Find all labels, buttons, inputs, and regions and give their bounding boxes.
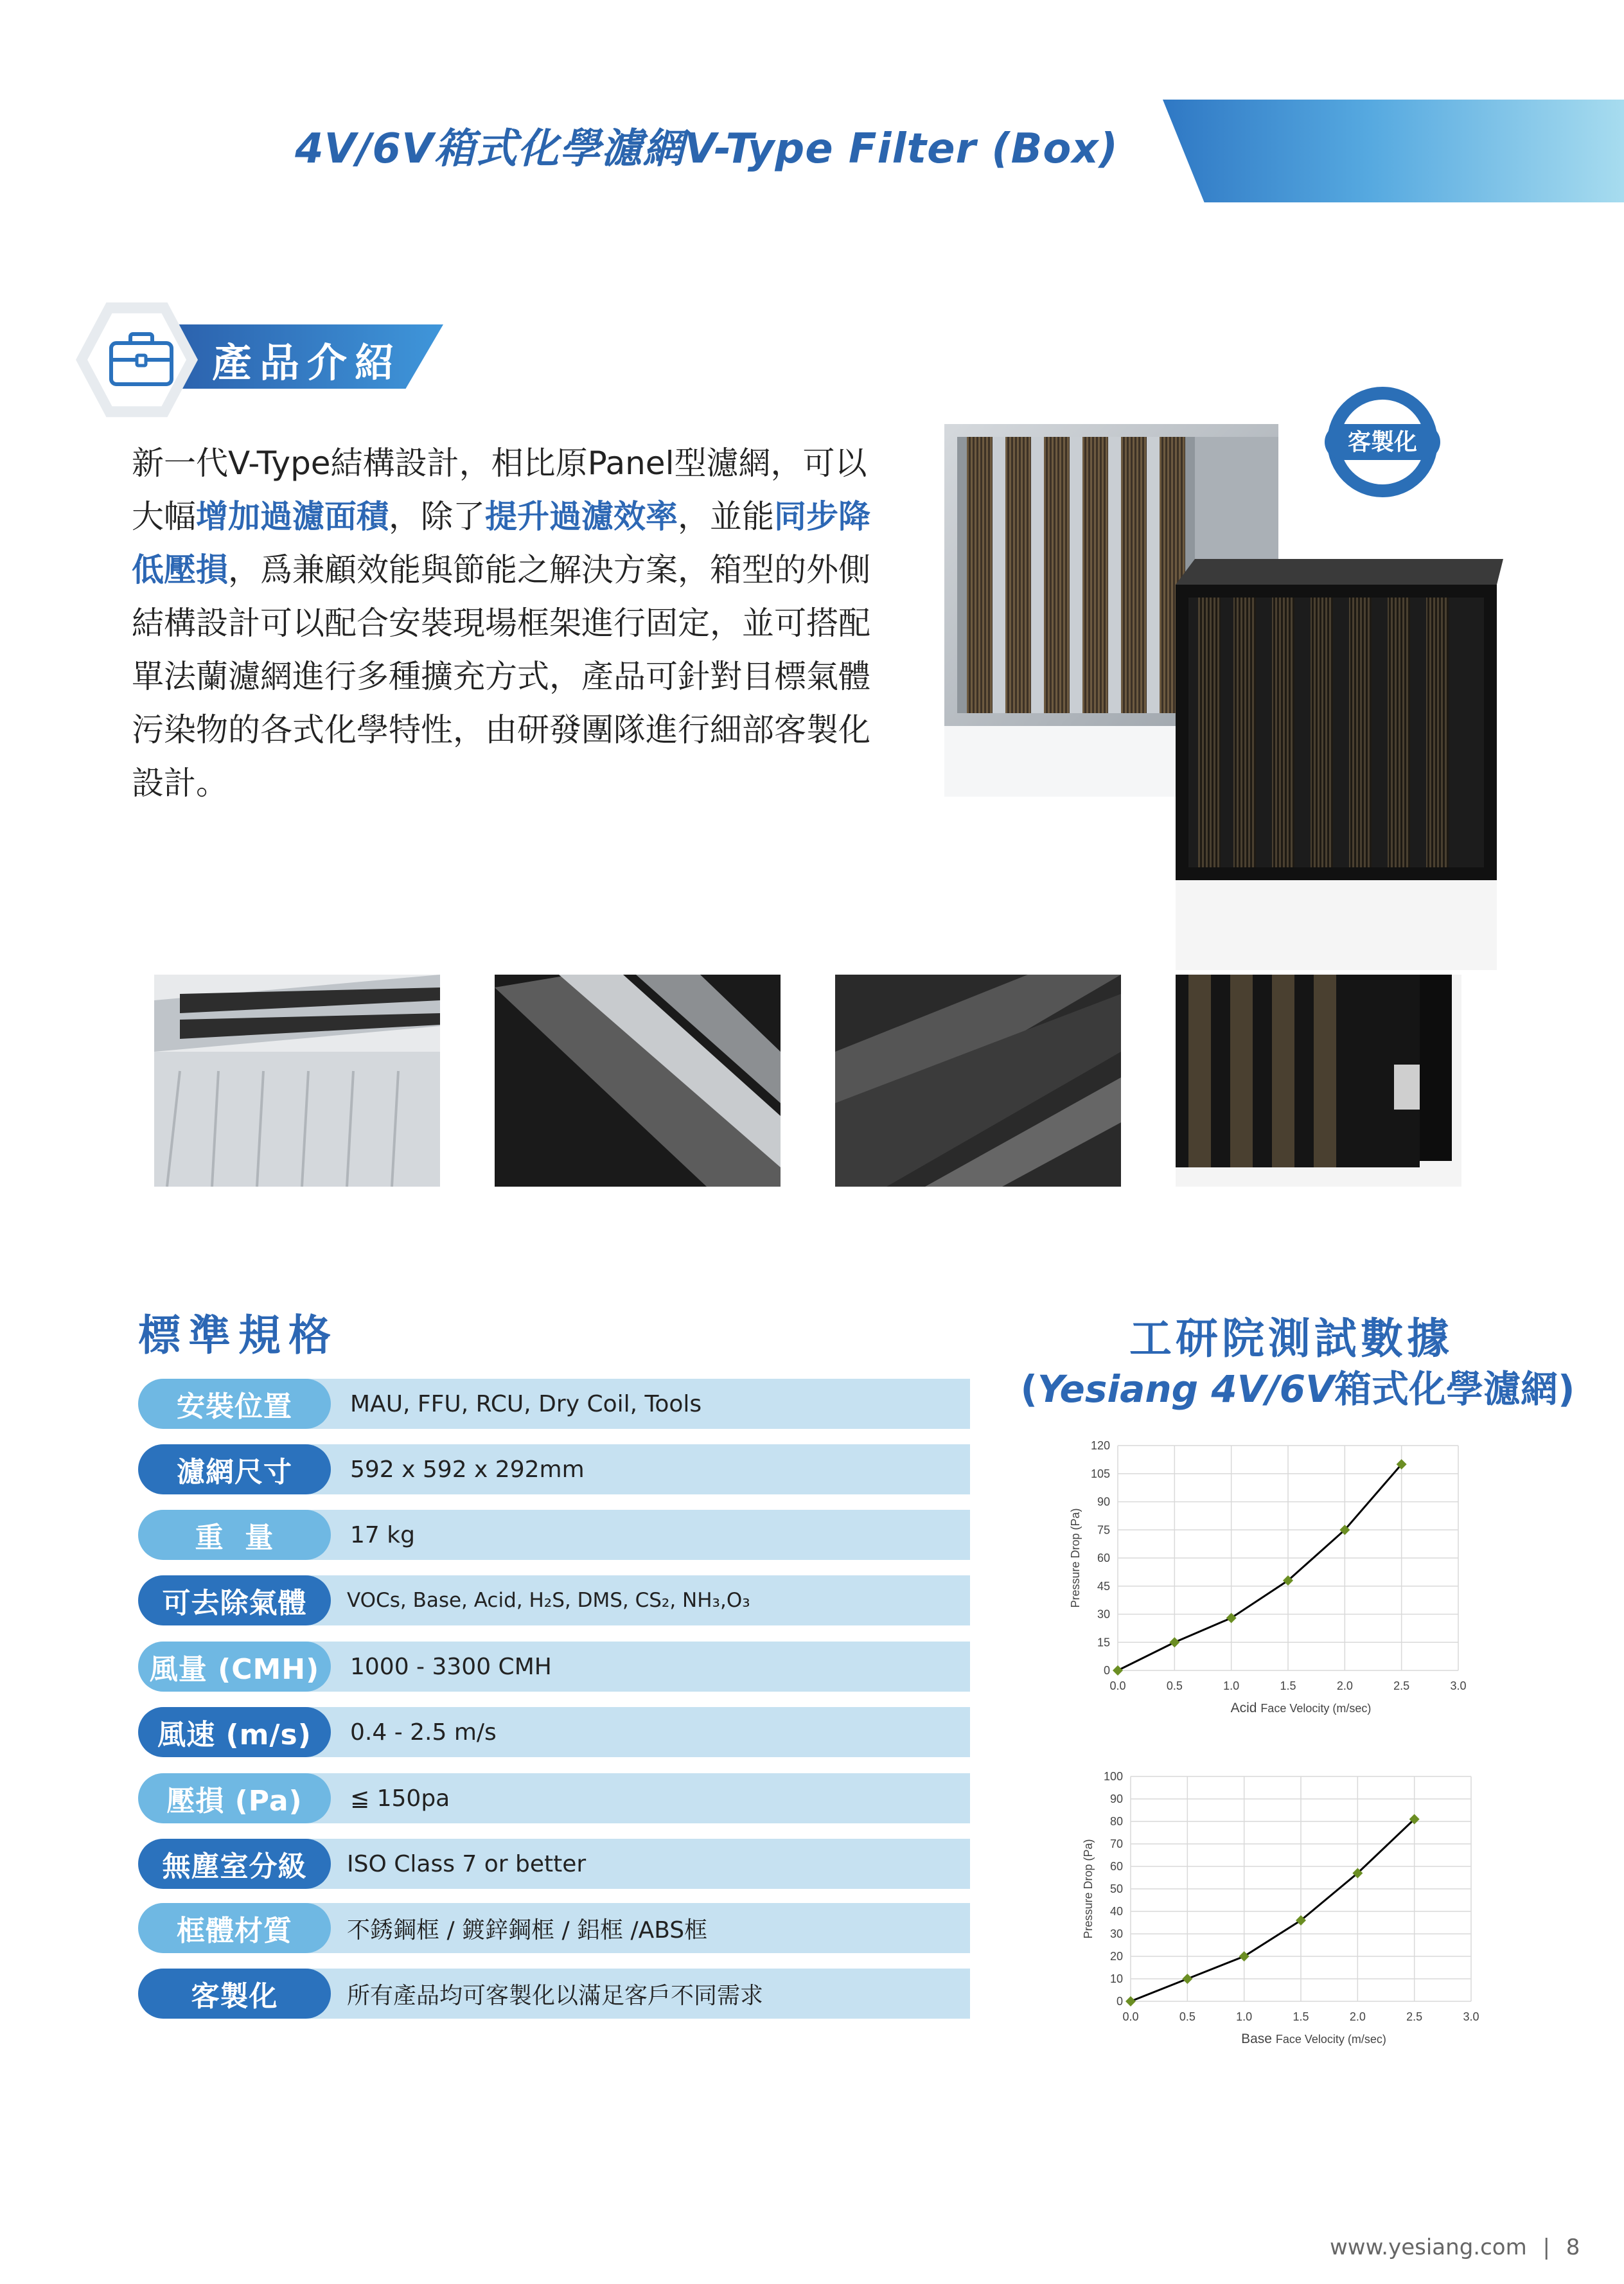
x-tick-label: 3.0 [1463, 2010, 1479, 2023]
detail-photo-1 [154, 975, 440, 1187]
x-axis-label: Face Velocity (m/sec) [1275, 2033, 1386, 2046]
spec-row [138, 1839, 970, 1889]
x-tick-label: 0.0 [1109, 1679, 1126, 1692]
briefcase-icon [106, 328, 177, 392]
spec-label: 框體材質 [138, 1903, 331, 1953]
spec-row [138, 1773, 970, 1823]
intro-paragraph [132, 437, 896, 810]
x-axis-prefix: Base [1241, 2032, 1276, 2046]
spec-row [138, 1379, 970, 1429]
intro-section-title: 產品介紹 [212, 339, 403, 386]
detail-photo-3 [835, 975, 1121, 1187]
y-tick-label: 30 [1109, 1927, 1123, 1940]
y-axis-title: Pressure Drop (Pa) [1069, 1508, 1082, 1608]
x-axis-prefix: Acid [1230, 1701, 1261, 1715]
detail-photo-4 [1176, 975, 1461, 1187]
y-tick-label: 90 [1097, 1495, 1110, 1509]
y-tick-label: 60 [1109, 1860, 1123, 1873]
spec-label: 客製化 [138, 1969, 331, 2019]
spec-label: 可去除氣體 [138, 1575, 331, 1625]
data-point [1113, 1665, 1123, 1676]
y-tick-label: 80 [1109, 1815, 1123, 1828]
intro-text: ，除了 [389, 498, 485, 535]
x-tick-label: 2.0 [1349, 2010, 1366, 2023]
y-tick-label: 70 [1109, 1837, 1123, 1850]
x-tick-label: 1.0 [1223, 1679, 1240, 1692]
subtitle-brand: Yesiang 4V/6V [1037, 1367, 1335, 1411]
custom-made-badge [1325, 384, 1440, 500]
data-point [1169, 1637, 1179, 1647]
spec-section-title: 標準規格 [138, 1311, 339, 1360]
x-tick-label: 0.5 [1166, 1679, 1183, 1692]
x-axis-title [1241, 2032, 1386, 2046]
spec-value: VOCs, Base, Acid, H₂S, DMS, CS₂, NH₃,O₃ [347, 1589, 750, 1612]
intro-highlight: 提升過濾效率 [485, 498, 678, 535]
spec-label: 無塵室分級 [138, 1839, 331, 1889]
page-number: 8 [1566, 2235, 1580, 2260]
spec-value: 所有產品均可客製化以滿足客戶不同需求 [347, 1982, 764, 2009]
spec-label: 風速 (m/s) [138, 1707, 331, 1757]
y-tick-label: 45 [1097, 1579, 1110, 1593]
y-tick-label: 0 [1116, 1995, 1123, 2008]
y-tick-label: 105 [1090, 1467, 1110, 1480]
subtitle-paren-open: ( [1020, 1367, 1037, 1411]
x-tick-label: 1.5 [1293, 2010, 1309, 2023]
spec-value: ≦ 150pa [350, 1785, 450, 1812]
header-accent-band [1163, 100, 1624, 202]
x-tick-label: 2.5 [1393, 1679, 1410, 1692]
spec-label: 濾網尺寸 [138, 1444, 331, 1494]
intro-text: ，並能 [678, 498, 774, 535]
data-point [1182, 1974, 1192, 1984]
footer [1330, 2235, 1580, 2260]
spec-row [138, 1707, 970, 1757]
y-tick-label: 0 [1103, 1664, 1110, 1677]
test-section-subtitle [989, 1359, 1606, 1413]
spec-value: 1000 - 3300 CMH [350, 1653, 552, 1680]
spec-row [138, 1575, 970, 1625]
acid-pressure-drop-chart [1060, 1433, 1478, 1728]
spec-label: 風量 (CMH) [138, 1642, 331, 1692]
spec-label: 安裝位置 [138, 1379, 331, 1429]
spec-value: ISO Class 7 or better [347, 1850, 587, 1877]
base-pressure-drop-chart [1073, 1764, 1490, 2059]
product-photo-black-filter [1169, 559, 1503, 970]
y-axis-title: Pressure Drop (Pa) [1082, 1839, 1095, 1939]
spec-row [138, 1969, 970, 2019]
spec-row [138, 1903, 970, 1953]
x-axis-title [1231, 1701, 1372, 1715]
y-tick-label: 15 [1097, 1636, 1110, 1649]
subtitle-text: 箱式化學濾網 [1334, 1367, 1558, 1411]
y-tick-label: 10 [1109, 1972, 1123, 1985]
y-tick-label: 30 [1097, 1607, 1110, 1621]
footer-url: www.yesiang.com [1330, 2235, 1527, 2260]
intro-text: 新一代V-Type結構設計，相比原Panel型濾網，可以大幅 [132, 445, 867, 535]
subtitle-paren-close: ) [1558, 1367, 1575, 1411]
series-line [1131, 1819, 1415, 2002]
spec-row [138, 1510, 970, 1560]
y-tick-label: 90 [1109, 1793, 1123, 1805]
x-tick-label: 1.5 [1280, 1679, 1296, 1692]
y-tick-label: 50 [1109, 1882, 1123, 1895]
y-tick-label: 120 [1090, 1439, 1110, 1452]
data-point [1239, 1951, 1249, 1961]
badge-label: 客製化 [1347, 429, 1418, 456]
page-title: 4V/6V箱式化學濾網V-Type Filter (Box) [295, 125, 1118, 173]
spec-value: 17 kg [350, 1521, 415, 1548]
x-tick-label: 2.5 [1406, 2010, 1423, 2023]
spec-value: 0.4 - 2.5 m/s [350, 1719, 497, 1746]
x-tick-label: 2.0 [1336, 1679, 1353, 1692]
y-tick-label: 40 [1109, 1905, 1123, 1918]
y-tick-label: 75 [1097, 1523, 1110, 1537]
x-tick-label: 3.0 [1450, 1679, 1467, 1692]
detail-photo-2 [495, 975, 781, 1187]
x-tick-label: 1.0 [1236, 2010, 1253, 2023]
x-tick-label: 0.5 [1179, 2010, 1196, 2023]
spec-row [138, 1642, 970, 1692]
spec-value: MAU, FFU, RCU, Dry Coil, Tools [350, 1390, 702, 1417]
y-tick-label: 60 [1097, 1552, 1110, 1564]
data-point [1125, 1996, 1136, 2006]
spec-value: 592 x 592 x 292mm [350, 1456, 585, 1483]
footer-separator: | [1542, 2235, 1550, 2260]
intro-highlight: 增加過濾面積 [196, 498, 389, 535]
spec-value: 不銹鋼框 / 鍍鋅鋼框 / 鋁框 /ABS框 [347, 1917, 708, 1943]
test-section-title: 工研院測試數據 [1129, 1314, 1453, 1363]
y-tick-label: 20 [1109, 1950, 1123, 1963]
intro-text: ，爲兼顧效能與節能之解決方案，箱型的外側結構設計可以配合安裝現場框架進行固定，並可搭配單法蘭濾網進行多種擴充方式，產品可針對目標氣體污染物的各式化學特性，由研發團隊進行細部客製化設計。 [132, 551, 870, 802]
intro-highlight: 同步降低壓損 [132, 498, 870, 589]
x-axis-label: Face Velocity (m/sec) [1260, 1702, 1372, 1715]
spec-row [138, 1444, 970, 1494]
spec-label: 壓損 (Pa) [138, 1773, 331, 1823]
y-tick-label: 100 [1103, 1770, 1123, 1783]
spec-label: 重 量 [138, 1510, 331, 1560]
x-tick-label: 0.0 [1122, 2010, 1139, 2023]
series-line [1118, 1464, 1402, 1670]
